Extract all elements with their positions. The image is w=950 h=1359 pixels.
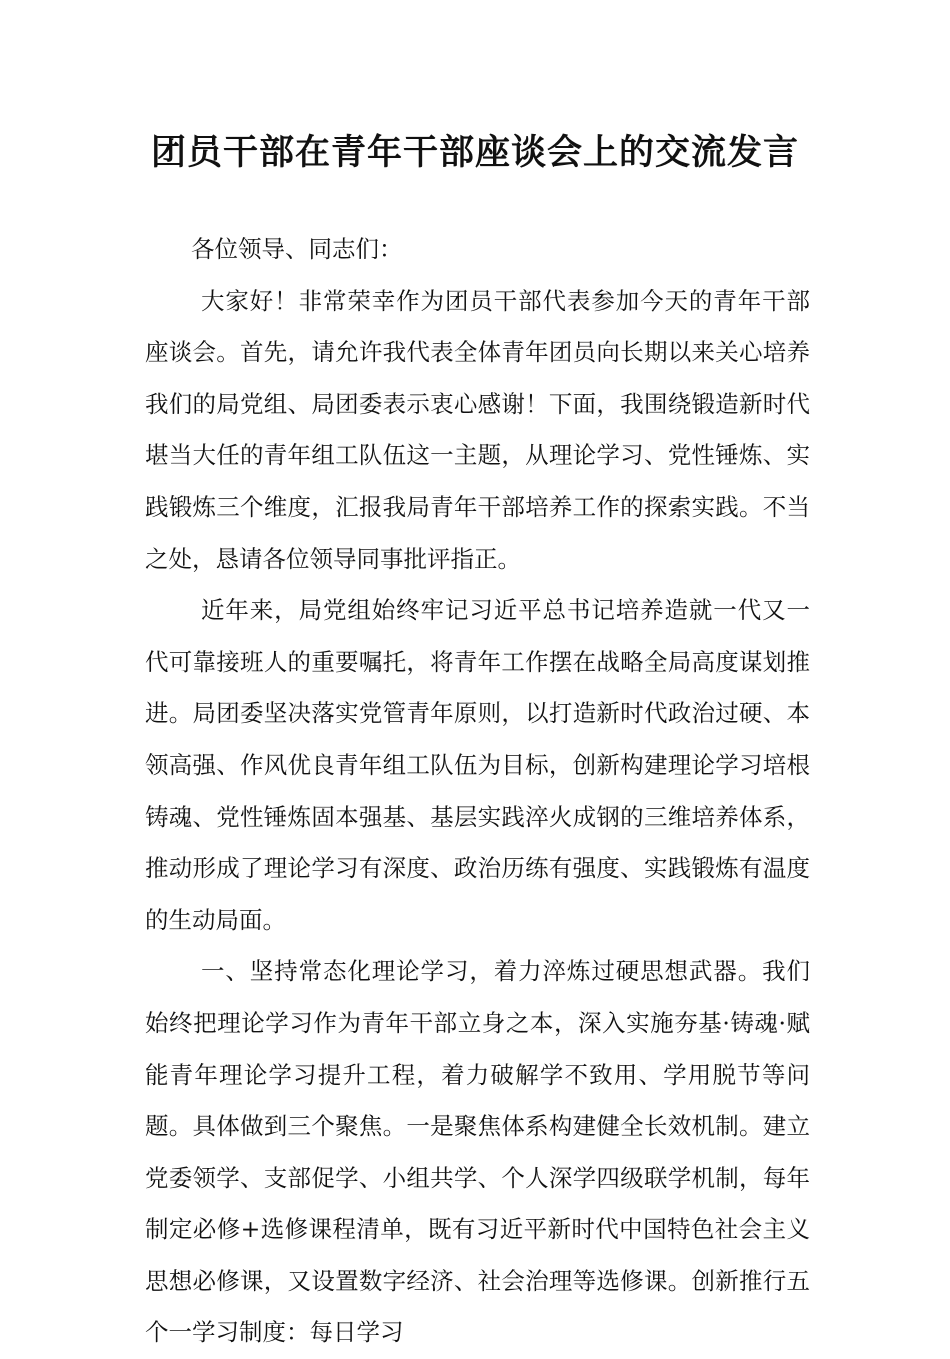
- document-title: 团员干部在青年干部座谈会上的交流发言: [150, 133, 799, 173]
- document-body: [145, 224, 810, 1359]
- paragraph-section-one: 一、坚持常态化理论学习，着力淬炼过硬思想武器。我们始终把理论学习作为青年干部立身之本，深入实施夯基·铸魂·赋能青年理论学习提升工程，着力破解学不致用、学用脱节等问题。具体做到三个聚焦。一是聚焦体系构建健全长效机制。建立党委领学、支部促学、小组共学、个人深学四级联学机制，每年制定必修+选修课程清单，既有习近平新时代中国特色社会主义思想必修课，又设置数字经济、社会治理等选修课。创新推行五个一学习制度：每日学习: [145, 957, 810, 1347]
- paragraph-greeting: 大家好！非常荣幸作为团员干部代表参加今天的青年干部座谈会。首先，请允许我代表全体青年团员向长期以来关心培养我们的局党组、局团委表示衷心感谢！下面，我围绕锻造新时代堪当大任的青年组工队伍这一主题，从理论学习、党性锤炼、实践锻炼三个维度，汇报我局青年干部培养工作的探索实践。不当之处，恳请各位领导同事批评指正。: [145, 286, 810, 573]
- paragraph-background: 近年来，局党组始终牢记习近平总书记培养造就一代又一代可靠接班人的重要嘱托，将青年工作摆在战略全局高度谋划推进。局团委坚决落实党管青年原则，以打造新时代政治过硬、本领高强、作风优良青年组工队伍为目标，创新构建理论学习培根铸魂、党性锤炼固本强基、基层实践淬火成钢的三维培养体系，推动形成了理论学习有深度、政治历练有强度、实践锻炼有温度的生动局面。: [145, 596, 810, 934]
- salutation: 各位领导、同志们：: [191, 235, 403, 263]
